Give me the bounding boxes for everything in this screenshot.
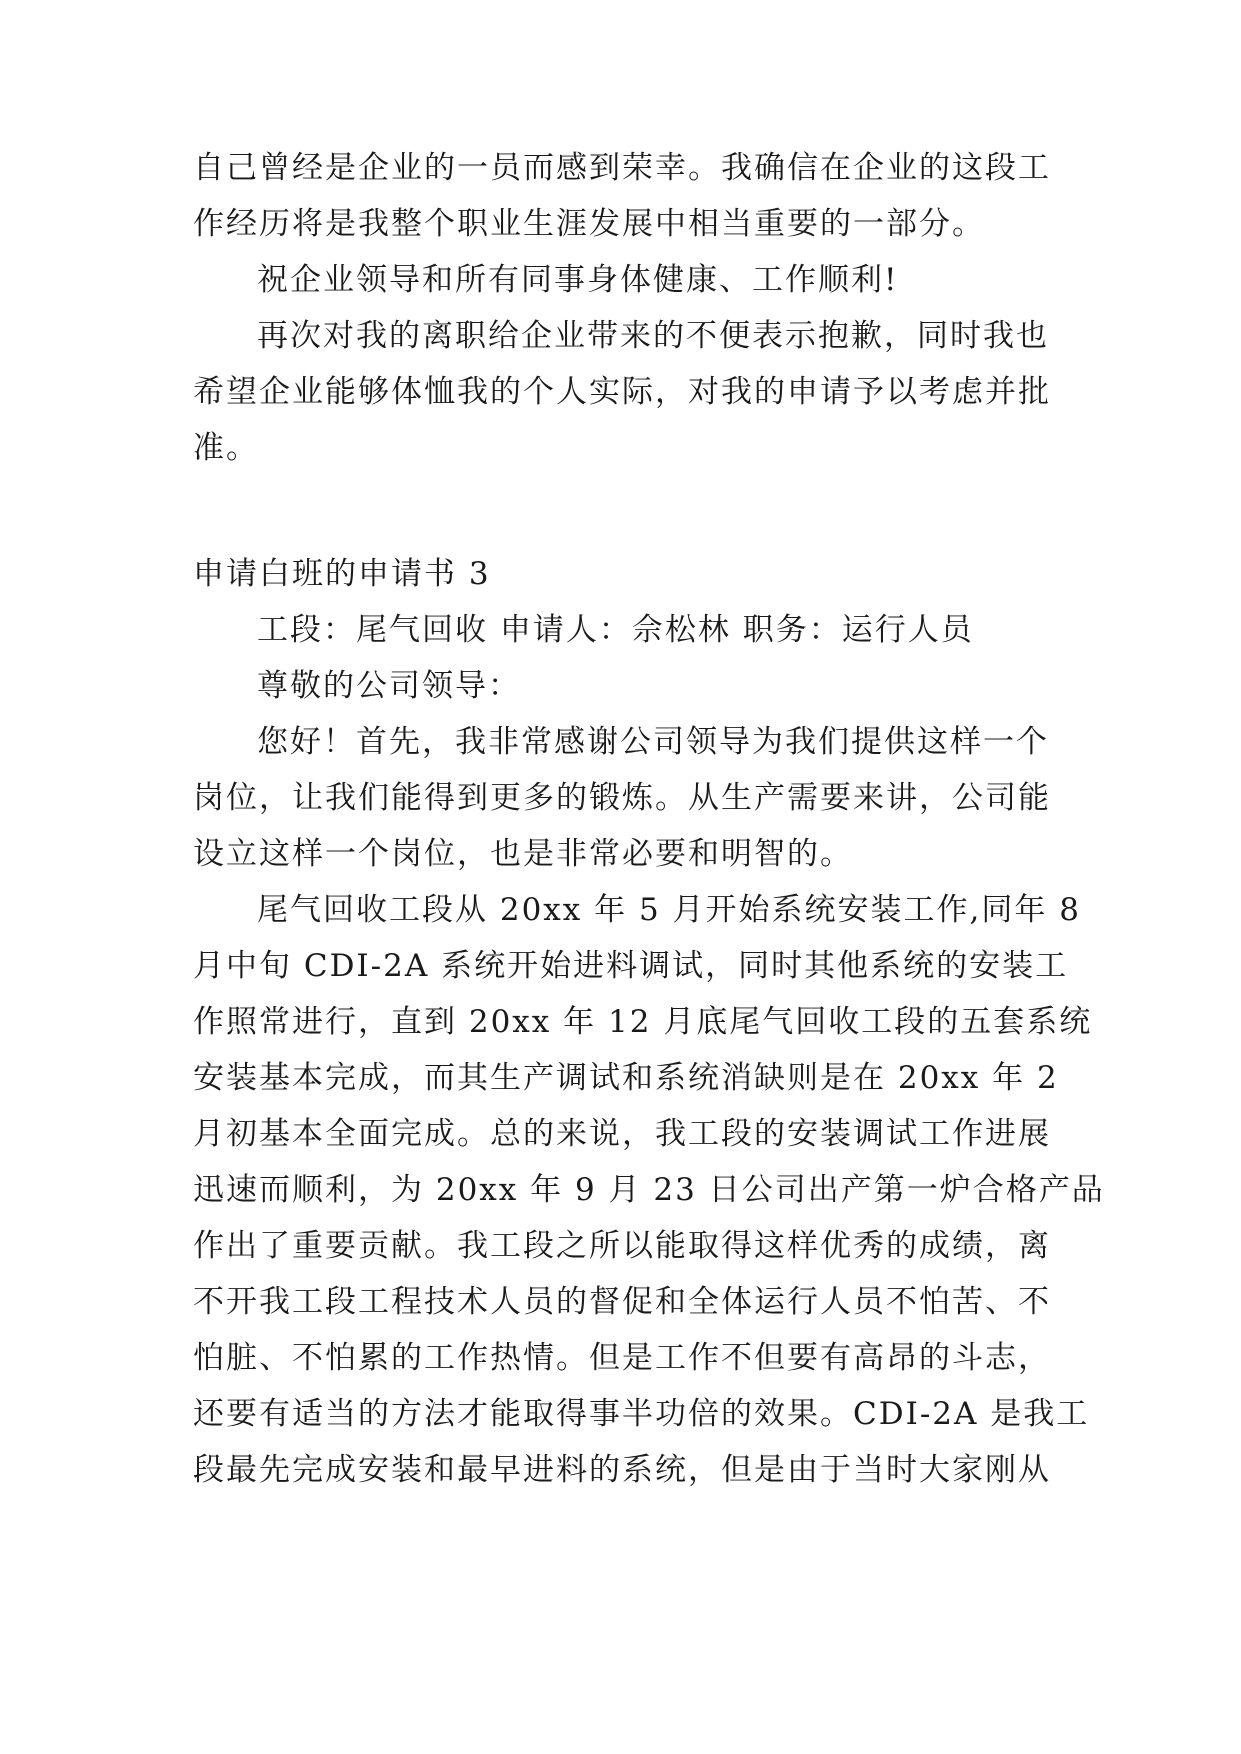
paragraph-line: 作照常进行，直到 20xx 年 12 月底尾气回收工段的五套系统 — [193, 1004, 1093, 1040]
paragraph-line: 再次对我的离职给企业带来的不便表示抱歉，同时我也 — [257, 318, 1049, 354]
paragraph-line: 希望企业能够体恤我的个人实际，对我的申请予以考虑并批 — [193, 374, 1051, 410]
paragraph-line: 怕脏、不怕累的工作热情。但是工作不但要有高昂的斗志， — [193, 1340, 1051, 1376]
paragraph-line: 作经历将是我整个职业生涯发展中相当重要的一部分。 — [193, 206, 985, 242]
paragraph-line: 段最先完成安装和最早进料的系统，但是由于当时大家刚从 — [193, 1452, 1051, 1488]
paragraph-line: 设立这样一个岗位，也是非常必要和明智的。 — [193, 836, 853, 872]
paragraph-line: 您好！首先，我非常感谢公司领导为我们提供这样一个 — [257, 724, 1049, 760]
paragraph-line: 迅速而顺利，为 20xx 年 9 月 23 日公司出产第一炉合格产品 — [193, 1172, 1105, 1208]
paragraph-line: 月初基本全面完成。总的来说，我工段的安装调试工作进展 — [193, 1116, 1051, 1152]
paragraph-line: 自己曾经是企业的一员而感到荣幸。我确信在企业的这段工 — [193, 150, 1051, 186]
paragraph-line: 岗位，让我们能得到更多的锻炼。从生产需要来讲，公司能 — [193, 780, 1051, 816]
paragraph-line: 祝企业领导和所有同事身体健康、工作顺利! — [257, 262, 899, 298]
paragraph-line: 准。 — [193, 430, 259, 466]
section-title: 申请白班的申请书 3 — [193, 556, 491, 592]
paragraph-line: 尾气回收工段从 20xx 年 5 月开始系统安装工作,同年 8 — [257, 892, 1081, 928]
paragraph-line: 作出了重要贡献。我工段之所以能取得这样优秀的成绩，离 — [193, 1228, 1051, 1264]
paragraph-line: 月中旬 CDI-2A 系统开始进料调试，同时其他系统的安装工 — [193, 948, 1069, 984]
salutation: 尊敬的公司领导： — [257, 668, 521, 704]
applicant-info-line: 工段：尾气回收 申请人：佘松林 职务：运行人员 — [257, 612, 974, 648]
paragraph-line: 还要有适当的方法才能取得事半功倍的效果。CDI-2A 是我工 — [193, 1396, 1090, 1432]
paragraph-line: 安装基本完成，而其生产调试和系统消缺则是在 20xx 年 2 — [193, 1060, 1059, 1096]
paragraph-line: 不开我工段工程技术人员的督促和全体运行人员不怕苦、不 — [193, 1284, 1051, 1320]
